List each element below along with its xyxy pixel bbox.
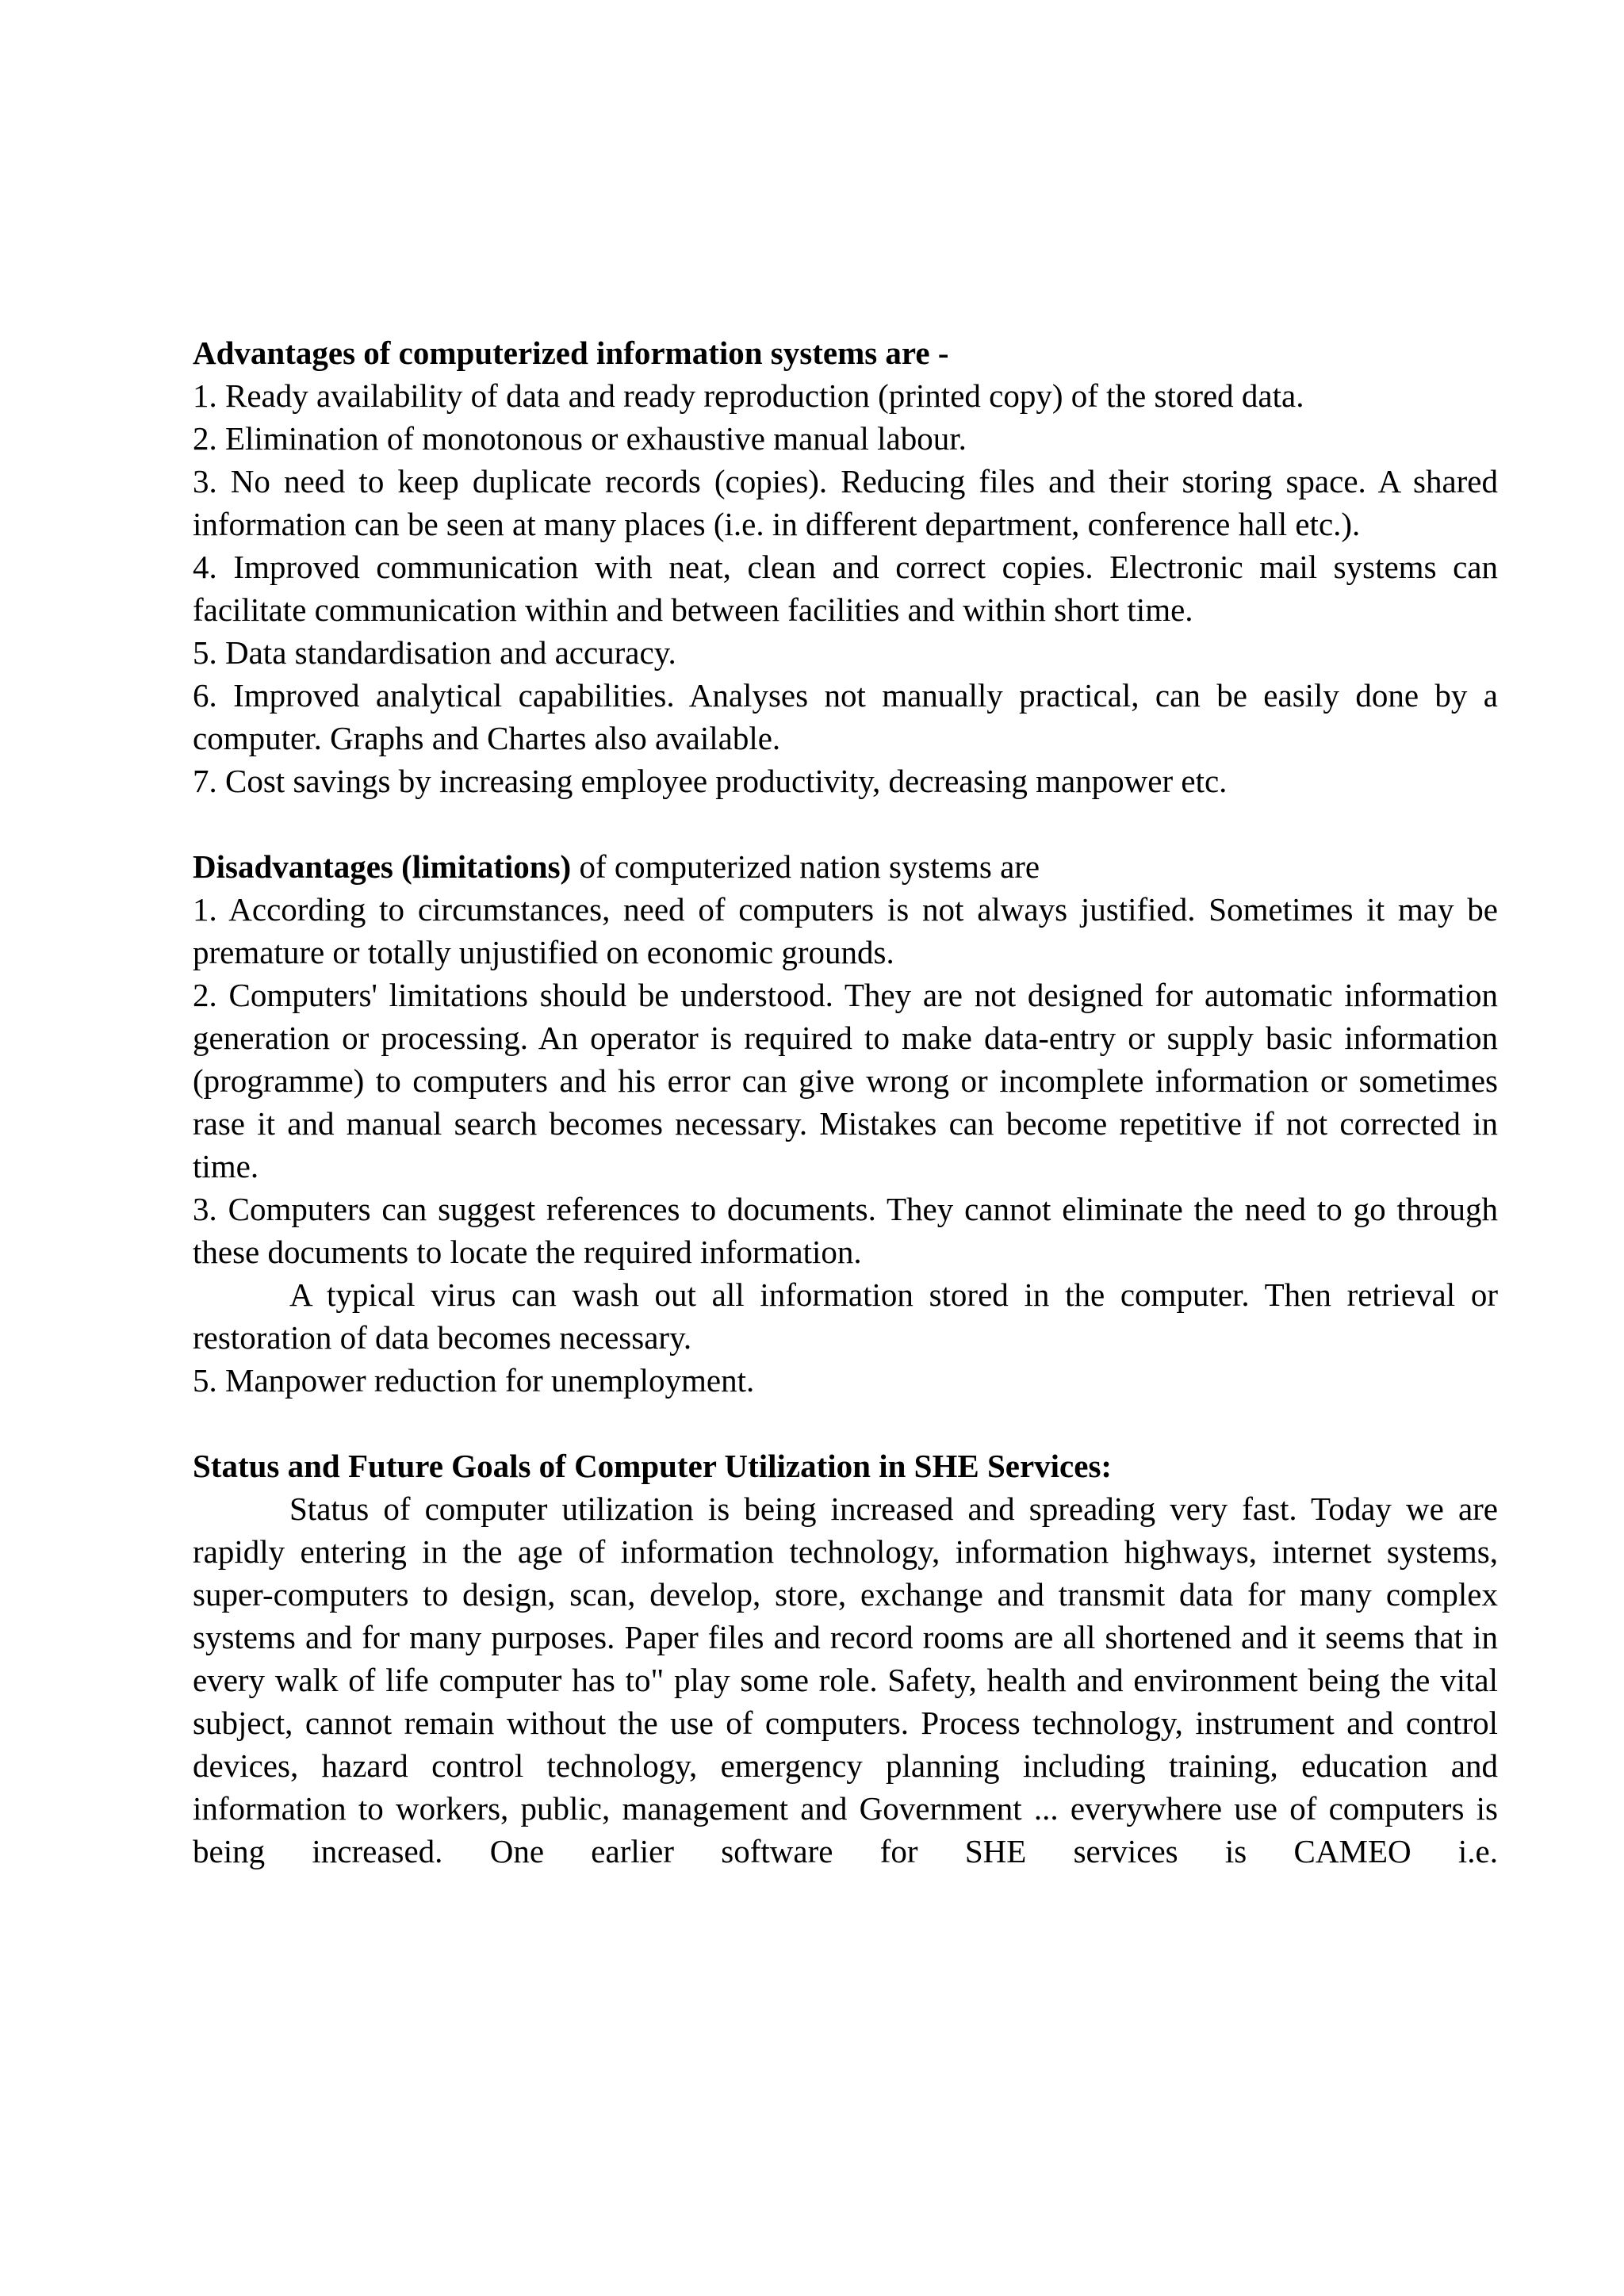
advantages-heading: Advantages of computerized information systems are - bbox=[193, 335, 949, 371]
document-page bbox=[193, 331, 1498, 1873]
disadvantages-section bbox=[193, 845, 1498, 1402]
disadvantages-heading-bold: Disadvantages (limitations) bbox=[193, 848, 572, 885]
advantage-item-6: 6. Improved analytical capabilities. Analyses not manually practical, can be easily done by a computer. Graphs and Chartes also available. bbox=[193, 677, 1498, 756]
disadvantages-heading-rest: of computerized nation systems are bbox=[571, 848, 1040, 885]
disadvantages-heading bbox=[193, 845, 1498, 888]
disadvantage-item-5: 5. Manpower reduction for unemployment. bbox=[193, 1362, 755, 1399]
disadvantage-item-4: A typical virus can wash out all information stored in the computer. Then retrieval or restoration of data becomes necessary. bbox=[193, 1276, 1498, 1356]
status-goals-heading: Status and Future Goals of Computer Utilization in SHE Services: bbox=[193, 1448, 1113, 1484]
advantages-section bbox=[193, 331, 1498, 802]
status-goals-paragraph: Status of computer utilization is being increased and spreading very fast. Today we are rapidly entering in the age of information technology, information highways, internet systems, super-computers to design, scan, develop, store, exchange and transmit data for many complex systems and for many purposes. Paper files and record rooms are all shortened and it seems that in every walk of life computer has to" play some role. Safety, health and environment being the vital subject, cannot remain without the use of computers. Process technology, instrument and control devices, hazard control technology, emergency planning including training, education and information to workers, public, management and Government ... everywhere use of computers is being increased. One earlier software for SHE services is CAMEO i.e. bbox=[193, 1490, 1498, 1869]
advantage-item-1: 1. Ready availability of data and ready reproduction (printed copy) of the stored data. bbox=[193, 377, 1304, 414]
status-goals-section bbox=[193, 1445, 1498, 1873]
advantage-item-4: 4. Improved communication with neat, clean and correct copies. Electronic mail systems can facilitate communication within and between facilities and within short time. bbox=[193, 549, 1498, 628]
disadvantage-item-3: 3. Computers can suggest references to documents. They cannot eliminate the need to go through these documents to locate the required information. bbox=[193, 1191, 1498, 1270]
advantage-item-7: 7. Cost savings by increasing employee productivity, decreasing manpower etc. bbox=[193, 763, 1228, 799]
advantage-item-2: 2. Elimination of monotonous or exhaustive manual labour. bbox=[193, 420, 967, 457]
advantage-item-5: 5. Data standardisation and accuracy. bbox=[193, 634, 676, 671]
disadvantage-item-2: 2. Computers' limitations should be understood. They are not designed for automatic information generation or processing. An operator is required to make data-entry or supply basic information (programme) to computers and his error can give wrong or incomplete information or sometimes rase it and manual search becomes necessary. Mistakes can become repetitive if not corrected in time. bbox=[193, 977, 1498, 1184]
advantage-item-3: 3. No need to keep duplicate records (copies). Reducing files and their storing space. A shared information can be seen at many places (i.e. in different department, conference hall etc.). bbox=[193, 463, 1498, 542]
disadvantage-item-1: 1. According to circumstances, need of computers is not always justified. Sometimes it may be premature or totally unjustified on economic grounds. bbox=[193, 891, 1498, 970]
